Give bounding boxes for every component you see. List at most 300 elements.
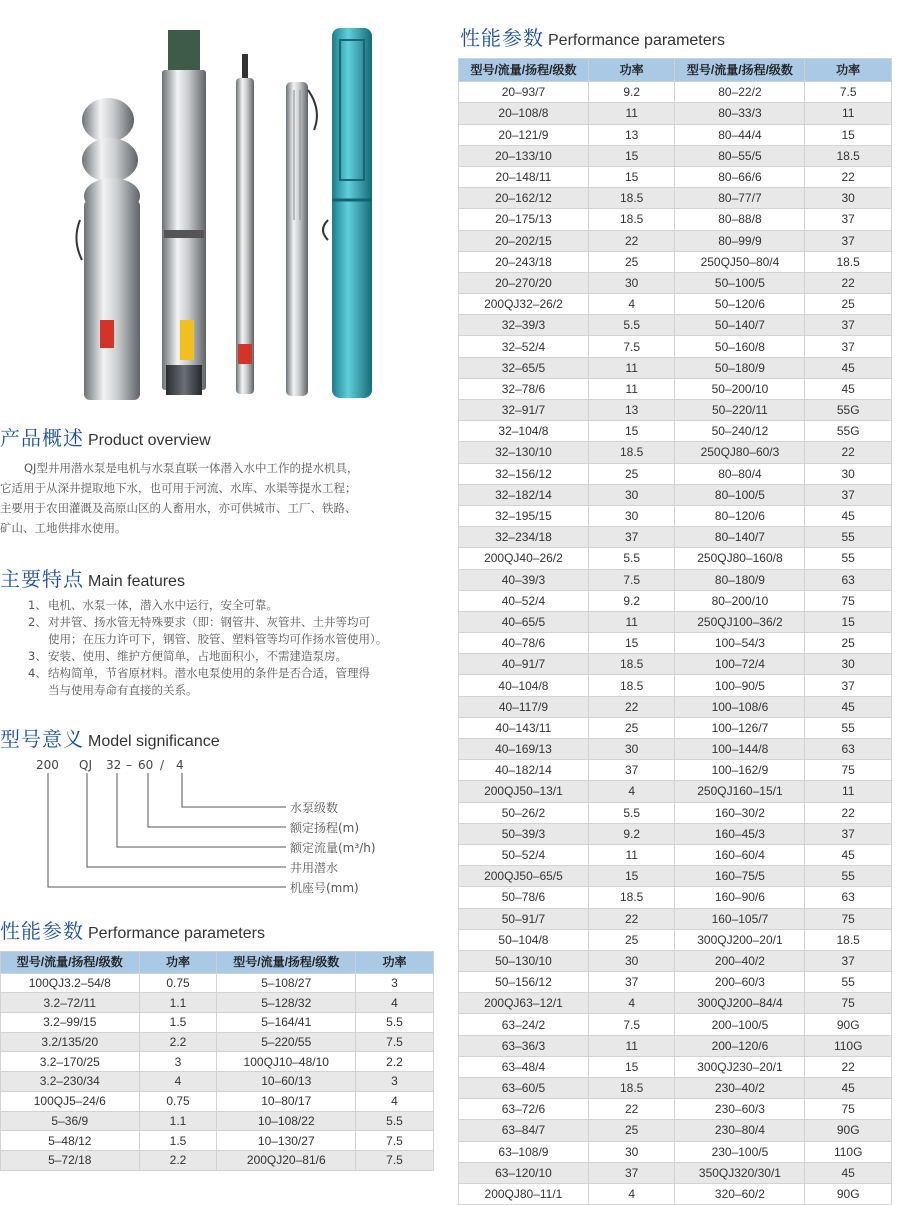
table-row: [459, 675, 892, 696]
power-cell: 5.5: [588, 548, 675, 569]
power-cell: 37: [805, 230, 892, 251]
power-cell: 18.5: [588, 209, 675, 230]
feature-item: [28, 614, 440, 648]
model-significance-diagram: [30, 755, 410, 895]
model-cell: 32–65/5: [459, 357, 589, 378]
power-cell: 30: [588, 1141, 675, 1162]
table-row: [459, 823, 892, 844]
table-row: [1, 993, 434, 1013]
overview-line: 矿山、工地供排水使用。: [0, 521, 127, 535]
model-cell: 32–156/12: [459, 463, 589, 484]
table-row: [459, 272, 892, 293]
model-cell: 50–160/8: [675, 336, 805, 357]
model-cell: 3.2–72/11: [1, 993, 140, 1013]
heading-en: Product overview: [88, 432, 211, 449]
power-cell: 37: [805, 823, 892, 844]
model-cell: 40–78/6: [459, 633, 589, 654]
model-cell: 200–60/3: [675, 972, 805, 993]
table-row: [459, 844, 892, 865]
table-row: [459, 505, 892, 526]
table-row: [459, 972, 892, 993]
model-cell: 20–121/9: [459, 124, 589, 145]
heading-zh: 产品概述: [0, 426, 84, 450]
pump-2: [162, 30, 206, 395]
feature-text: 电机、水泵一体，潜入水中运行，安全可靠。: [48, 598, 278, 612]
power-cell: 13: [588, 124, 675, 145]
power-cell: 22: [588, 1099, 675, 1120]
power-cell: 37: [805, 484, 892, 505]
model-cell: 32–78/6: [459, 378, 589, 399]
power-cell: 7.5: [356, 1150, 434, 1170]
feature-number: 2、: [28, 615, 47, 629]
power-cell: 7.5: [588, 1014, 675, 1035]
model-cell: 63–120/10: [459, 1162, 589, 1183]
power-cell: 11: [588, 1035, 675, 1056]
model-cell: 50–220/11: [675, 400, 805, 421]
power-cell: 11: [588, 844, 675, 865]
power-cell: 30: [588, 484, 675, 505]
model-cell: 40–104/8: [459, 675, 589, 696]
power-cell: 4: [588, 993, 675, 1014]
model-cell: 32–234/18: [459, 527, 589, 548]
model-cell: 50–91/7: [459, 908, 589, 929]
model-cell: 40–182/14: [459, 760, 589, 781]
model-cell: 80–100/5: [675, 484, 805, 505]
table-row: [459, 569, 892, 590]
table-row: [459, 611, 892, 632]
power-cell: 45: [805, 844, 892, 865]
table-row: [459, 1141, 892, 1162]
model-cell: 160–105/7: [675, 908, 805, 929]
model-cell: 350QJ320/30/1: [675, 1162, 805, 1183]
model-cell: 300QJ200–20/1: [675, 929, 805, 950]
model-cell: 10–130/27: [217, 1131, 356, 1151]
model-cell: 40–91/7: [459, 654, 589, 675]
power-cell: 37: [805, 675, 892, 696]
model-cell: 20–162/12: [459, 188, 589, 209]
power-cell: 15: [588, 633, 675, 654]
model-code-head: 60: [138, 758, 154, 772]
power-cell: 18.5: [588, 887, 675, 908]
model-cell: 40–39/3: [459, 569, 589, 590]
power-cell: 45: [805, 1162, 892, 1183]
power-cell: 63: [805, 739, 892, 760]
power-cell: 18.5: [805, 145, 892, 166]
table-row: [459, 82, 892, 103]
power-cell: 4: [588, 1183, 675, 1204]
model-code-flow: 32: [106, 758, 122, 772]
power-cell: 37: [588, 527, 675, 548]
model-cell: 32–39/3: [459, 315, 589, 336]
model-cell: 80–33/3: [675, 103, 805, 124]
model-cell: 50–39/3: [459, 823, 589, 844]
model-cell: 3.2/135/20: [1, 1032, 140, 1052]
table-row: [459, 336, 892, 357]
model-cell: 5–72/18: [1, 1150, 140, 1170]
label-well-submersible: 井用潜水: [290, 861, 339, 875]
model-cell: 80–77/7: [675, 188, 805, 209]
model-cell: 80–180/9: [675, 569, 805, 590]
table-row: [459, 103, 892, 124]
heading-zh: 性能参数: [0, 919, 84, 943]
model-cell: 50–104/8: [459, 929, 589, 950]
model-cell: 63–84/7: [459, 1120, 589, 1141]
model-cell: 32–130/10: [459, 442, 589, 463]
table-row: [459, 230, 892, 251]
overview-line: 主要用于农田灌溉及高原山区的人畜用水，亦可供城市、工厂、铁路、: [0, 501, 357, 515]
feature-text: 使用；在压力许可下，钢管、胶管、塑料管等均可作扬水管使用）。: [48, 632, 388, 646]
power-cell: 4: [356, 993, 434, 1013]
power-cell: 11: [588, 611, 675, 632]
table-header-cell: 型号/流量/扬程/级数: [459, 59, 589, 82]
power-cell: 22: [805, 166, 892, 187]
features-list: [28, 597, 440, 699]
model-cell: 250QJ50–80/4: [675, 251, 805, 272]
power-cell: 37: [588, 1162, 675, 1183]
performance-parameters-heading-left: [0, 915, 265, 944]
model-cell: 32–91/7: [459, 400, 589, 421]
model-cell: 100–72/4: [675, 654, 805, 675]
model-cell: 100–54/3: [675, 633, 805, 654]
model-cell: 10–108/22: [217, 1111, 356, 1131]
model-cell: 63–48/4: [459, 1056, 589, 1077]
power-cell: 13: [588, 400, 675, 421]
power-cell: 22: [805, 1056, 892, 1077]
product-overview-heading: [0, 422, 211, 451]
heading-zh: 型号意义: [0, 727, 84, 751]
table-row: [459, 421, 892, 442]
model-cell: 20–148/11: [459, 166, 589, 187]
power-cell: 55: [805, 548, 892, 569]
table-row: [459, 294, 892, 315]
power-cell: 110G: [805, 1035, 892, 1056]
product-overview-text: [0, 458, 440, 538]
power-cell: 18.5: [588, 442, 675, 463]
model-cell: 40–143/11: [459, 717, 589, 738]
power-cell: 45: [805, 696, 892, 717]
model-code-slash: /: [160, 758, 165, 772]
power-cell: 55G: [805, 421, 892, 442]
model-cell: 250QJ100–36/2: [675, 611, 805, 632]
power-cell: 63: [805, 887, 892, 908]
model-cell: 50–100/5: [675, 272, 805, 293]
power-cell: 25: [588, 1120, 675, 1141]
performance-parameters-heading-right: [460, 22, 725, 51]
table-row: [1, 1111, 434, 1131]
power-cell: 55: [805, 866, 892, 887]
label-pump-stages: 水泵级数: [290, 801, 339, 815]
power-cell: 55G: [805, 400, 892, 421]
table-row: [459, 145, 892, 166]
table-row: [459, 1056, 892, 1077]
table-row: [459, 357, 892, 378]
table-row: [459, 760, 892, 781]
pump-5: [323, 28, 372, 398]
model-cell: 80–140/7: [675, 527, 805, 548]
model-code-stages: 4: [176, 758, 184, 772]
power-cell: 3: [139, 1052, 217, 1072]
power-cell: 90G: [805, 1183, 892, 1204]
power-cell: 5.5: [356, 1013, 434, 1033]
power-cell: 11: [805, 781, 892, 802]
table-header-cell: 功率: [588, 59, 675, 82]
table-row: [459, 315, 892, 336]
model-cell: 63–72/6: [459, 1099, 589, 1120]
power-cell: 11: [805, 103, 892, 124]
model-cell: 40–117/9: [459, 696, 589, 717]
power-cell: 2.2: [139, 1032, 217, 1052]
power-cell: 37: [805, 950, 892, 971]
power-cell: 30: [588, 272, 675, 293]
table-row: [459, 1183, 892, 1204]
power-cell: 1.1: [139, 1111, 217, 1131]
power-cell: 30: [805, 463, 892, 484]
model-cell: 230–60/3: [675, 1099, 805, 1120]
model-cell: 32–52/4: [459, 336, 589, 357]
power-cell: 37: [805, 209, 892, 230]
model-cell: 50–140/7: [675, 315, 805, 336]
model-cell: 100QJ10–48/10: [217, 1052, 356, 1072]
power-cell: 11: [588, 103, 675, 124]
power-cell: 18.5: [805, 929, 892, 950]
model-cell: 20–93/7: [459, 82, 589, 103]
table-row: [1, 1032, 434, 1052]
model-cell: 100QJ5–24/6: [1, 1091, 140, 1111]
heading-en: Performance parameters: [88, 925, 265, 942]
table-row: [459, 400, 892, 421]
heading-en: Main features: [88, 573, 185, 590]
model-cell: 200QJ20–81/6: [217, 1150, 356, 1170]
model-cell: 50–200/10: [675, 378, 805, 399]
model-cell: 100–162/9: [675, 760, 805, 781]
model-cell: 5–164/41: [217, 1013, 356, 1033]
power-cell: 1.1: [139, 993, 217, 1013]
power-cell: 4: [139, 1072, 217, 1092]
performance-table-left: [0, 951, 434, 1171]
power-cell: 15: [588, 145, 675, 166]
model-cell: 32–195/15: [459, 505, 589, 526]
table-header-cell: 功率: [356, 952, 434, 974]
model-cell: 100–126/7: [675, 717, 805, 738]
model-cell: 200–100/5: [675, 1014, 805, 1035]
model-cell: 10–60/13: [217, 1072, 356, 1092]
table-row: [459, 802, 892, 823]
power-cell: 4: [588, 294, 675, 315]
power-cell: 90G: [805, 1014, 892, 1035]
model-cell: 40–169/13: [459, 739, 589, 760]
table-row: [459, 781, 892, 802]
model-cell: 80–66/6: [675, 166, 805, 187]
power-cell: 75: [805, 1099, 892, 1120]
power-cell: 7.5: [588, 336, 675, 357]
table-row: [459, 527, 892, 548]
power-cell: 15: [805, 611, 892, 632]
table-row: [459, 548, 892, 569]
table-row: [1, 1013, 434, 1033]
model-cell: 160–90/6: [675, 887, 805, 908]
power-cell: 22: [805, 442, 892, 463]
table-row: [459, 442, 892, 463]
model-cell: 80–80/4: [675, 463, 805, 484]
table-row: [459, 866, 892, 887]
power-cell: 5.5: [356, 1111, 434, 1131]
table-row: [459, 717, 892, 738]
model-cell: 250QJ80–60/3: [675, 442, 805, 463]
model-cell: 5–48/12: [1, 1131, 140, 1151]
model-cell: 160–75/5: [675, 866, 805, 887]
model-cell: 5–220/55: [217, 1032, 356, 1052]
power-cell: 45: [805, 505, 892, 526]
table-row: [459, 1099, 892, 1120]
model-code-dash: –: [126, 758, 132, 772]
table-row: [459, 484, 892, 505]
power-cell: 45: [805, 357, 892, 378]
table-row: [459, 929, 892, 950]
model-cell: 20–270/20: [459, 272, 589, 293]
power-cell: 11: [588, 378, 675, 399]
table-row: [459, 633, 892, 654]
model-cell: 80–200/10: [675, 590, 805, 611]
model-cell: 63–24/2: [459, 1014, 589, 1035]
model-cell: 250QJ160–15/1: [675, 781, 805, 802]
power-cell: 45: [805, 378, 892, 399]
model-cell: 80–22/2: [675, 82, 805, 103]
model-cell: 10–80/17: [217, 1091, 356, 1111]
power-cell: 9.2: [588, 590, 675, 611]
feature-text: 结构简单，节省原材料。潜水电泵使用的条件是否合适，管理得: [48, 666, 370, 680]
model-cell: 50–156/12: [459, 972, 589, 993]
power-cell: 18.5: [588, 1078, 675, 1099]
model-cell: 50–130/10: [459, 950, 589, 971]
model-cell: 50–120/6: [675, 294, 805, 315]
model-cell: 160–60/4: [675, 844, 805, 865]
model-cell: 80–88/8: [675, 209, 805, 230]
table-row: [459, 739, 892, 760]
model-cell: 3.2–230/34: [1, 1072, 140, 1092]
power-cell: 7.5: [805, 82, 892, 103]
power-cell: 7.5: [356, 1131, 434, 1151]
model-cell: 230–40/2: [675, 1078, 805, 1099]
heading-en: Model significance: [88, 733, 220, 750]
pump-1: [76, 98, 140, 400]
model-cell: 80–44/4: [675, 124, 805, 145]
heading-en: Performance parameters: [548, 32, 725, 49]
power-cell: 0.75: [139, 973, 217, 993]
model-cell: 63–36/3: [459, 1035, 589, 1056]
model-cell: 100–144/8: [675, 739, 805, 760]
model-cell: 40–52/4: [459, 590, 589, 611]
model-cell: 63–108/9: [459, 1141, 589, 1162]
model-cell: 63–60/5: [459, 1078, 589, 1099]
table-row: [459, 124, 892, 145]
model-significance-heading: [0, 723, 220, 752]
power-cell: 55: [805, 972, 892, 993]
power-cell: 25: [805, 294, 892, 315]
performance-table-right: [458, 58, 892, 1205]
model-cell: 80–120/6: [675, 505, 805, 526]
power-cell: 7.5: [588, 569, 675, 590]
model-cell: 20–202/15: [459, 230, 589, 251]
model-cell: 230–80/4: [675, 1120, 805, 1141]
overview-line: QJ型井用潜水泵是电机与水泵直联一体潜入水中工作的提水机具，: [24, 461, 359, 475]
model-cell: 20–243/18: [459, 251, 589, 272]
model-cell: 50–180/9: [675, 357, 805, 378]
power-cell: 30: [588, 505, 675, 526]
model-cell: 320–60/2: [675, 1183, 805, 1204]
power-cell: 2.2: [139, 1150, 217, 1170]
model-cell: 250QJ80–160/8: [675, 548, 805, 569]
power-cell: 25: [588, 463, 675, 484]
power-cell: 0.75: [139, 1091, 217, 1111]
power-cell: 25: [588, 251, 675, 272]
power-cell: 25: [805, 633, 892, 654]
feature-text: 当与使用寿命有直接的关系。: [48, 683, 198, 697]
power-cell: 9.2: [588, 823, 675, 844]
table-row: [459, 887, 892, 908]
table-row: [459, 1035, 892, 1056]
table-row: [459, 590, 892, 611]
power-cell: 3: [356, 1072, 434, 1092]
table-row: [459, 654, 892, 675]
table-header-cell: 型号/流量/扬程/级数: [675, 59, 805, 82]
power-cell: 5.5: [588, 802, 675, 823]
table-row: [459, 188, 892, 209]
table-row: [1, 973, 434, 993]
model-cell: 200QJ50–13/1: [459, 781, 589, 802]
table-row: [459, 950, 892, 971]
power-cell: 1.5: [139, 1013, 217, 1033]
label-rated-flow: 额定流量(m³/h): [290, 841, 376, 855]
table-header-cell: 功率: [139, 952, 217, 974]
table-header-cell: 功率: [805, 59, 892, 82]
main-features-heading: [0, 563, 185, 592]
power-cell: 75: [805, 993, 892, 1014]
power-cell: 63: [805, 569, 892, 590]
power-cell: 55: [805, 717, 892, 738]
power-cell: 30: [588, 950, 675, 971]
power-cell: 45: [805, 1078, 892, 1099]
table-row: [459, 1014, 892, 1035]
feature-number: 4、: [28, 666, 47, 680]
model-cell: 200QJ80–11/1: [459, 1183, 589, 1204]
table-row: [459, 251, 892, 272]
model-cell: 230–100/5: [675, 1141, 805, 1162]
model-cell: 100–108/6: [675, 696, 805, 717]
table-row: [459, 993, 892, 1014]
power-cell: 22: [588, 908, 675, 929]
power-cell: 30: [588, 739, 675, 760]
power-cell: 30: [805, 654, 892, 675]
power-cell: 22: [588, 696, 675, 717]
power-cell: 11: [588, 357, 675, 378]
model-cell: 80–55/5: [675, 145, 805, 166]
model-cell: 32–182/14: [459, 484, 589, 505]
power-cell: 90G: [805, 1120, 892, 1141]
power-cell: 55: [805, 527, 892, 548]
feature-number: 1、: [28, 598, 47, 612]
model-code-type: QJ: [79, 758, 92, 772]
table-row: [459, 166, 892, 187]
model-cell: 160–30/2: [675, 802, 805, 823]
model-cell: 100QJ3.2–54/8: [1, 973, 140, 993]
model-cell: 40–65/5: [459, 611, 589, 632]
model-cell: 50–78/6: [459, 887, 589, 908]
power-cell: 3: [356, 973, 434, 993]
power-cell: 18.5: [588, 188, 675, 209]
feature-item: [28, 597, 440, 614]
model-cell: 100–90/5: [675, 675, 805, 696]
heading-zh: 性能参数: [460, 26, 544, 50]
